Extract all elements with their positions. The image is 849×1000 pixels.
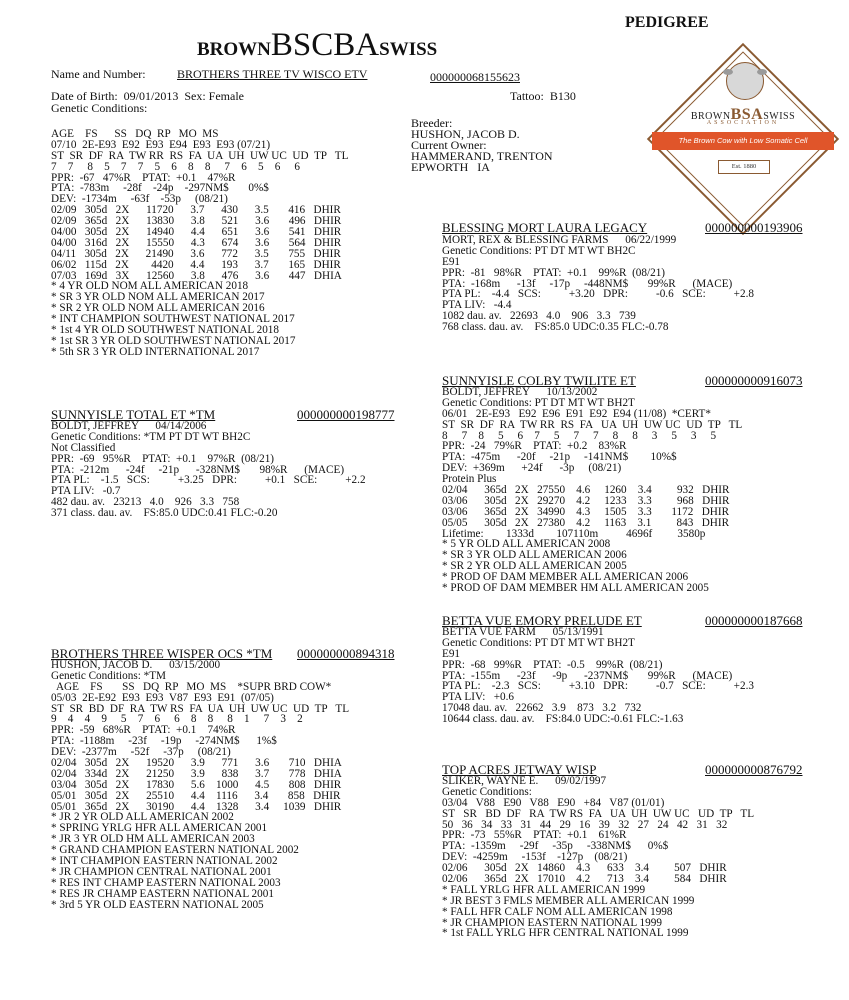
text-line: 02/09 305d 2X 11720 3.7 430 3.5 416 DHIR	[51, 204, 341, 217]
text-line: HUSHON, JACOB D.	[411, 126, 520, 141]
logo-tagline: The Brown Cow with Low Somatic Cell	[652, 132, 834, 150]
association-logo	[646, 42, 840, 236]
text-line: * RES INT CHAMP EASTERN NATIONAL 2003	[51, 876, 281, 889]
text-line: PTA LIV: +0.6	[442, 691, 515, 704]
dam-sire-name: BETTA VUE EMORY PRELUDE ET	[442, 613, 642, 628]
text-line: DEV: -4259m -153f -127p (08/21)	[442, 851, 628, 864]
text-line: 07/03 169d 3X 12560 3.8 476 3.6 447 DHIA	[51, 269, 342, 282]
text-line: 03/04 V88 E90 V88 E90 +84 V87 (01/01)	[442, 796, 665, 809]
text-line: * 1st 4 YR OLD SOUTHWEST NATIONAL 2018	[51, 324, 279, 337]
text-line: 482 dau. av. 23213 4.0 926 3.3 758	[51, 496, 240, 509]
dam-dam-reg-number: 000000000876792	[705, 762, 803, 777]
text-line: AGE FS SS DQ RP MO MS	[51, 128, 219, 140]
text-line: BOLDT, JEFFREY 10/13/2002	[442, 386, 598, 398]
breeder-owner	[411, 118, 553, 172]
text-line: 8 7 8 5 6 7 5 7 7 8 8 3 5 3 5	[442, 429, 717, 442]
text-line: * JR CHAMPION EASTERN NATIONAL 1999	[442, 916, 662, 929]
text-line: ST SR DF RA TW RR RS FA UA UH UW UC UD TP TL	[51, 149, 349, 162]
animal-name: BROTHERS THREE TV WISCO ETV	[177, 67, 368, 81]
brand-title	[197, 28, 437, 67]
sire-reg-number: 000000000198777	[297, 407, 395, 422]
text-line: * FALL YRLG HFR ALL AMERICAN 1999	[442, 883, 646, 896]
text-line: 03/04 305d 2X 17830 5.6 1000 4.5 808 DHIR	[51, 778, 342, 791]
sire-sire-details	[442, 235, 754, 333]
text-line: * INT CHAMPION EASTERN NATIONAL 2002	[51, 855, 278, 868]
brand-swiss: SWISS	[379, 39, 438, 60]
text-line: DEV: +369m +24f -3p (08/21)	[442, 462, 622, 475]
logo-association: ASSOCIATION	[706, 120, 780, 126]
text-line: * JR 3 YR OLD HM ALL AMERICAN 2003	[51, 833, 255, 846]
text-line: 05/01 305d 2X 25510 4.4 1116 3.4 858 DHIR	[51, 789, 341, 802]
text-line: 03/06 305d 2X 29270 4.2 1233 3.3 968 DHIR	[442, 494, 730, 507]
text-line: 768 class. dau. av. FS:85.0 UDC:0.35 FLC:-0.78	[442, 321, 669, 334]
text-line: PTA PL: -4.4 SCS: +3.20 DPR: -0.6 SCE: +2.8	[442, 288, 754, 301]
text-line: 7 7 8 5 7 7 5 6 8 8 7 6 5 6 6	[51, 160, 300, 173]
name-number-label: Name and Number:	[51, 67, 146, 81]
text-line: 9 4 4 9 5 7 6 6 8 8 8 1 7 3 2	[51, 713, 303, 726]
text-line: 05/03 2E-E92 E93 E93 V87 E93 E91 (07/05)	[51, 691, 274, 704]
tattoo: Tattoo: B130	[510, 89, 576, 103]
text-line: PTA: -212m -24f -21p -328NM$ 98%R (MACE)	[51, 463, 345, 476]
text-line: PTA LIV: -0.7	[51, 485, 121, 498]
text-line: Not Classified	[51, 441, 116, 454]
text-line: E91	[442, 647, 461, 660]
dam-sire-details	[442, 627, 754, 725]
text-line: PTA: -1188m -23f -19p -274NM$ 1%$	[51, 735, 277, 748]
text-line: * 3rd 5 YR OLD EASTERN NATIONAL 2005	[51, 898, 264, 911]
text-line: * SR 2 YR OLD ALL AMERICAN 2005	[442, 560, 627, 573]
text-line: * SR 2 YR OLD NOM ALL AMERICAN 2016	[51, 302, 265, 315]
text-line: 17048 dau. av. 22662 3.9 873 3.2 732	[442, 702, 642, 715]
text-line: 06/02 115d 2X 4420 4.4 193 3.7 165 DHIR	[51, 258, 341, 271]
text-line: PPR: -67 47%R PTAT: +0.1 47%R	[51, 171, 236, 184]
text-line: PTA PL: -2.3 SCS: +3.10 DPR: -0.7 SCE: +2.3	[442, 680, 754, 693]
text-line: 03/06 365d 2X 34990 4.3 1505 3.3 1172 DHIR	[442, 505, 730, 518]
text-line: 05/05 305d 2X 27380 4.2 1163 3.1 843 DHIR	[442, 516, 730, 529]
brand-brown: BROWN	[197, 39, 271, 60]
dam-dam-name: TOP ACRES JETWAY WISP	[442, 762, 597, 777]
text-line: 02/04 305d 2X 19520 3.9 771 3.6 710 DHIA	[51, 757, 342, 770]
sire-dam-details	[442, 387, 742, 594]
text-line: * FALL HFR CALF NOM ALL AMERICAN 1998	[442, 905, 673, 918]
cow-head-icon	[726, 62, 764, 100]
text-line: * 1st FALL YRLG HFR CENTRAL NATIONAL 1999	[442, 927, 689, 940]
logo-name-right: SWISS	[763, 111, 796, 122]
text-line: Genetic Conditions: PT DT MT WT BH2T	[442, 396, 635, 409]
text-line: PTA: -783m -28f -24p -297NM$ 0%$	[51, 182, 269, 195]
text-line: Genetic Conditions:	[442, 785, 532, 798]
text-line: DEV: -2377m -52f -37p (08/21)	[51, 746, 231, 759]
dam-details	[51, 660, 349, 910]
text-line: * PROD OF DAM MEMBER HM ALL AMERICAN 2005	[442, 582, 709, 595]
text-line: HUSHON, JACOB D. 03/15/2000	[51, 659, 221, 671]
text-line: SLIKER, WAYNE E. 09/02/1997	[442, 775, 607, 787]
text-line: EPWORTH IA	[411, 159, 490, 174]
text-line: * 5th SR 3 YR OLD INTERNATIONAL 2017	[51, 345, 260, 358]
text-line: * 5 YR OLD ALL AMERICAN 2008	[442, 538, 611, 551]
text-line: * INT CHAMPION SOUTHWEST NATIONAL 2017	[51, 313, 295, 326]
dam-name: BROTHERS THREE WISPER OCS *TM	[51, 646, 273, 661]
text-line: DEV: -1734m -63f -53p (08/21)	[51, 193, 228, 206]
text-line: Genetic Conditions: PT DT MT WT BH2T	[442, 636, 635, 649]
text-line: 05/01 365d 2X 30190 4.4 1328 3.4 1039 DHIR	[51, 800, 342, 813]
sire-dam-reg-number: 000000000916073	[705, 373, 803, 388]
logo-name-left: BROWN	[690, 111, 731, 122]
text-line: 02/06 365d 2X 17010 4.2 713 3.4 584 DHIR	[442, 873, 727, 886]
dam-sire-reg-number: 000000000187668	[705, 613, 803, 628]
text-line: PTA: -168m -13f -17p -448NM$ 99%R (MACE)	[442, 277, 733, 290]
text-line: 02/09 365d 2X 13830 3.8 521 3.6 496 DHIR	[51, 215, 342, 228]
text-line: 04/11 305d 2X 21490 3.6 772 3.5 755 DHIR	[51, 247, 341, 260]
text-line: Genetic Conditions: PT DT MT WT BH2C	[442, 244, 636, 257]
text-line: 02/04 365d 2X 27550 4.6 1260 3.4 932 DHIR	[442, 484, 730, 497]
text-line: Current Owner:	[411, 137, 487, 152]
text-line: 50 36 34 33 31 44 29 16 39 32 27 24 42 31 32	[442, 818, 728, 831]
text-line: 10644 class. dau. av. FS:84.0 UDC:-0.61 FLC:-1.63	[442, 713, 684, 726]
text-line: * GRAND CHAMPION EASTERN NATIONAL 2002	[51, 844, 299, 857]
text-line: Lifetime: 1333d 107110m 4696f 3580p	[442, 527, 706, 540]
sire-sire-reg-number: 000000000193906	[705, 220, 803, 235]
text-line: AGE FS SS DQ RP MO MS *SUPR BRD COW*	[51, 680, 332, 693]
text-line: * 1st SR 3 YR OLD SOUTHWEST NATIONAL 2017	[51, 334, 296, 347]
sire-details	[51, 421, 366, 519]
dob-sex: Date of Birth: 09/01/2013 Sex: Female	[51, 89, 244, 103]
sire-name: SUNNYISLE TOTAL ET *TM	[51, 407, 216, 422]
text-line: PPR: -81 98%R PTAT: +0.1 99%R (08/21)	[442, 266, 666, 279]
logo-est: Est. 1880	[718, 160, 770, 174]
text-line: PTA: -475m -20f -21p -141NM$ 10%$	[442, 451, 677, 464]
text-line: PPR: -73 55%R PTAT: +0.1 61%R	[442, 829, 627, 842]
text-line: Protein Plus	[442, 473, 497, 486]
animal-details	[51, 129, 348, 358]
text-line: * JR BEST 3 FMLS MEMBER ALL AMERICAN 1999	[442, 894, 695, 907]
text-line: ST SR BD DF RA TW RS FA UA UH UW UC UD TP TL	[442, 807, 755, 820]
dam-dam-details	[442, 776, 754, 939]
pedigree-label: PEDIGREE	[625, 14, 709, 31]
text-line: PTA: -1359m -29f -35p -338NM$ 0%$	[442, 840, 669, 853]
text-line: 04/00 316d 2X 15550 4.3 674 3.6 564 DHIR	[51, 236, 342, 249]
text-line: 06/01 2E-E93 E92 E96 E91 E92 E94 (11/08) *CERT*	[442, 407, 711, 420]
text-line: 07/10 2E-E93 E92 E93 E94 E93 E93 (07/21)	[51, 138, 271, 151]
sire-dam-name: SUNNYISLE COLBY TWILITE ET	[442, 373, 636, 388]
brand-bscba: BSCBA	[270, 27, 380, 63]
text-line: E91	[442, 255, 461, 268]
text-line: * JR 2 YR OLD ALL AMERICAN 2002	[51, 811, 234, 824]
text-line: ST SR BD DF RA TW RS FA UA UH UW UC UD TP TL	[51, 702, 350, 715]
text-line: ST SR DF RA TW RR RS FA UA UH UW UC UD TP TL	[442, 418, 743, 431]
text-line: PPR: -68 99%R PTAT: -0.5 99%R (08/21)	[442, 658, 663, 671]
text-line: PTA PL: -1.5 SCS: +3.25 DPR: +0.1 SCE: +2.2	[51, 474, 366, 487]
text-line: 02/04 334d 2X 21250 3.9 838 3.7 778 DHIA	[51, 767, 342, 780]
text-line: 371 class. dau. av. FS:85.0 UDC:0.41 FLC:-0.20	[51, 507, 278, 520]
text-line: * SR 3 YR OLD ALL AMERICAN 2006	[442, 549, 627, 562]
genetic-conditions: Genetic Conditions:	[51, 101, 148, 115]
text-line: * RES JR CHAMP EASTERN NATIONAL 2001	[51, 887, 274, 900]
animal-reg-number: 000000068155623	[430, 70, 520, 84]
text-line: * PROD OF DAM MEMBER ALL AMERICAN 2006	[442, 571, 689, 584]
text-line: 02/06 305d 2X 14860 4.3 633 3.4 507 DHIR	[442, 862, 727, 875]
text-line: BOLDT, JEFFREY 04/14/2006	[51, 420, 207, 432]
text-line: PPR: -69 95%R PTAT: +0.1 97%R (08/21)	[51, 452, 275, 465]
text-line: * SPRING YRLG HFR ALL AMERICAN 2001	[51, 822, 268, 835]
text-line: PPR: -59 68%R PTAT: +0.1 74%R	[51, 724, 236, 737]
text-line: * SR 3 YR OLD NOM ALL AMERICAN 2017	[51, 291, 265, 304]
text-line: Breeder:	[411, 116, 453, 130]
text-line: MORT, REX & BLESSING FARMS 06/22/1999	[442, 234, 677, 246]
text-line: Genetic Conditions: *TM	[51, 669, 166, 682]
text-line: PTA LIV: -4.4	[442, 299, 512, 312]
logo-name-mid: BSA	[730, 106, 764, 123]
text-line: * JR CHAMPION CENTRAL NATIONAL 2001	[51, 865, 272, 878]
text-line: 04/00 305d 2X 14940 4.4 651 3.6 541 DHIR	[51, 226, 342, 239]
text-line: * 4 YR OLD NOM ALL AMERICAN 2018	[51, 280, 249, 293]
dam-reg-number: 000000000894318	[297, 646, 395, 661]
text-line: HAMMERAND, TRENTON	[411, 148, 553, 163]
text-line: 1082 dau. av. 22693 4.0 906 3.3 739	[442, 310, 636, 323]
text-line: Genetic Conditions: *TM PT DT WT BH2C	[51, 430, 251, 443]
sire-sire-name: BLESSING MORT LAURA LEGACY	[442, 220, 648, 235]
text-line: BETTA VUE FARM 05/13/1991	[442, 626, 604, 638]
text-line: PPR: -24 79%R PTAT: +0.2 83%R	[442, 440, 627, 453]
text-line: PTA: -155m -23f -9p -237NM$ 99%R (MACE)	[442, 669, 733, 682]
